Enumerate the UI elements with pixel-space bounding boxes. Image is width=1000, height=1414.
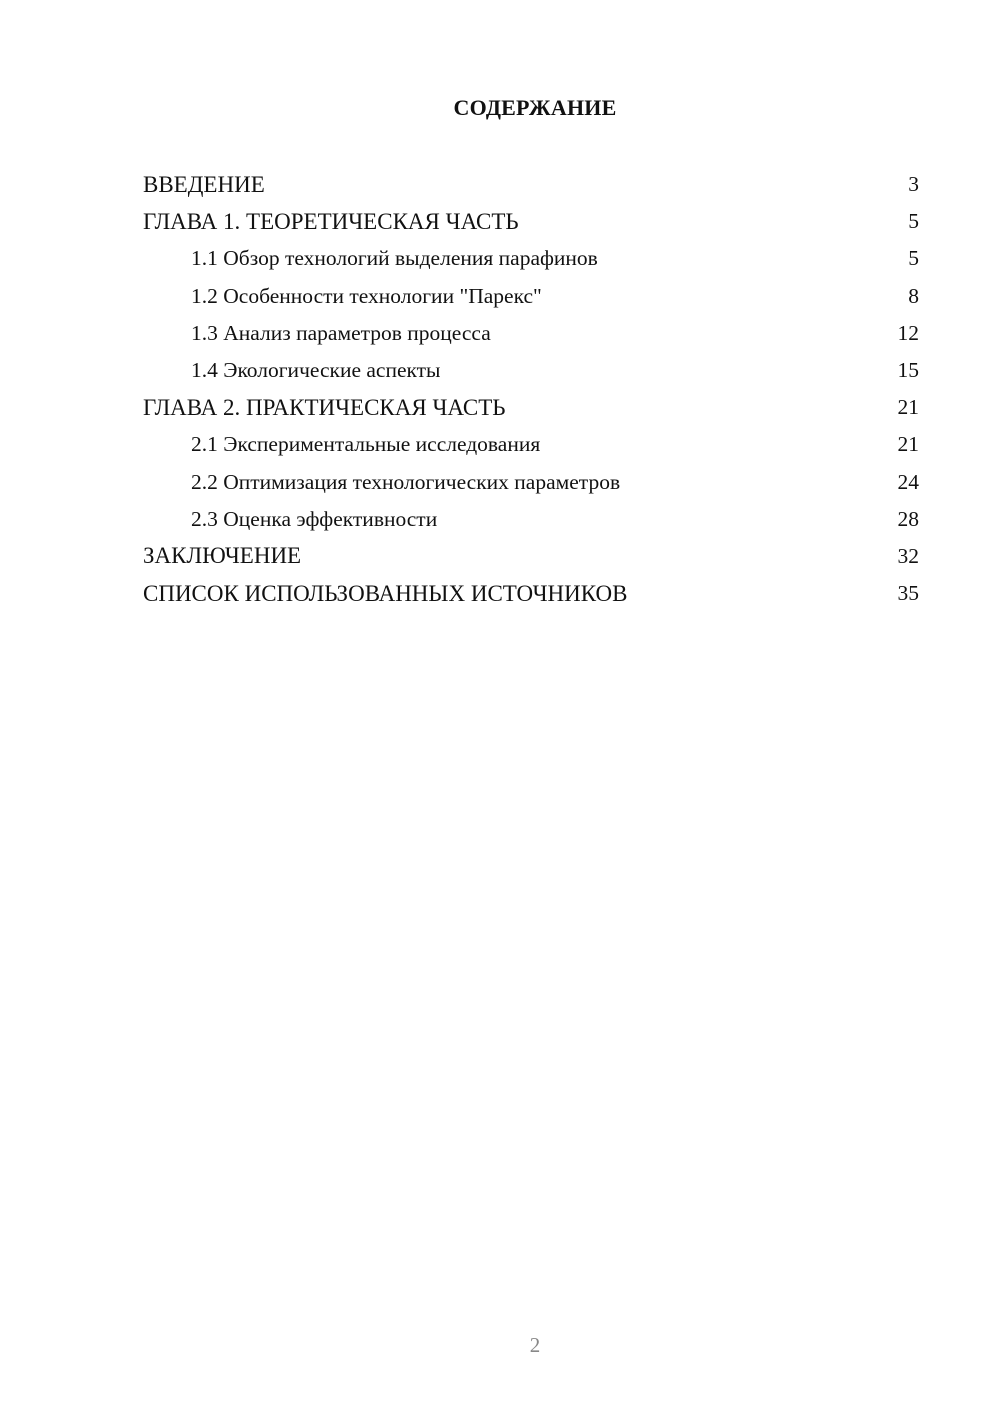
toc-entry-section-2-1[interactable] xyxy=(143,426,919,463)
toc-entry-conclusion[interactable] xyxy=(143,538,919,575)
toc-entry-page: 12 xyxy=(897,320,919,345)
toc-entry-page: 5 xyxy=(908,209,919,234)
toc-entry-chapter-2[interactable] xyxy=(143,389,919,426)
toc-entry-section-2-2[interactable] xyxy=(143,464,919,501)
toc-entry-section-1-3[interactable] xyxy=(143,315,919,352)
toc-entry-page: 8 xyxy=(908,283,919,308)
toc-entry-label: 2.1 Экспериментальные исследования xyxy=(191,432,541,457)
toc-entry-label: 1.3 Анализ параметров процесса xyxy=(191,320,491,345)
toc-entry-page: 35 xyxy=(897,581,919,606)
toc-entry-introduction[interactable] xyxy=(143,166,919,203)
toc-entry-label: 1.2 Особенности технологии "Парекс" xyxy=(191,283,542,308)
toc-entry-label: СПИСОК ИСПОЛЬЗОВАННЫХ ИСТОЧНИКОВ xyxy=(143,580,628,606)
toc-entry-label: ГЛАВА 2. ПРАКТИЧЕСКАЯ ЧАСТЬ xyxy=(143,394,506,420)
toc-entry-section-1-1[interactable] xyxy=(143,240,919,277)
toc-entry-page: 15 xyxy=(897,358,919,383)
toc-entry-references[interactable] xyxy=(143,575,919,612)
toc-entry-page: 21 xyxy=(897,432,919,457)
page-title: СОДЕРЖАНИЕ xyxy=(453,95,617,120)
toc-entry-label: ГЛАВА 1. ТЕОРЕТИЧЕСКАЯ ЧАСТЬ xyxy=(143,208,519,234)
toc-entry-section-1-4[interactable] xyxy=(143,352,919,389)
toc-entry-page: 5 xyxy=(908,246,919,271)
toc-entry-label: 2.2 Оптимизация технологических параметров xyxy=(191,469,621,494)
toc-entry-page: 24 xyxy=(897,469,919,494)
toc-entry-section-2-3[interactable] xyxy=(143,501,919,538)
toc-entry-label: 1.4 Экологические аспекты xyxy=(191,358,441,383)
toc-entry-label: 1.1 Обзор технологий выделения парафинов xyxy=(191,246,598,271)
toc-entry-page: 3 xyxy=(908,172,919,197)
toc-entry-page: 21 xyxy=(897,395,919,420)
toc-entry-label: 2.3 Оценка эффективности xyxy=(191,506,438,531)
toc-entry-page: 32 xyxy=(897,543,919,568)
toc-entry-chapter-1[interactable] xyxy=(143,203,919,240)
toc-entry-page: 28 xyxy=(897,506,919,531)
table-of-contents xyxy=(143,166,919,612)
toc-entry-section-1-2[interactable] xyxy=(143,278,919,315)
page-number: 2 xyxy=(529,1333,541,1357)
toc-entry-label: ВВЕДЕНИЕ xyxy=(143,171,265,197)
toc-entry-label: ЗАКЛЮЧЕНИЕ xyxy=(143,543,302,569)
